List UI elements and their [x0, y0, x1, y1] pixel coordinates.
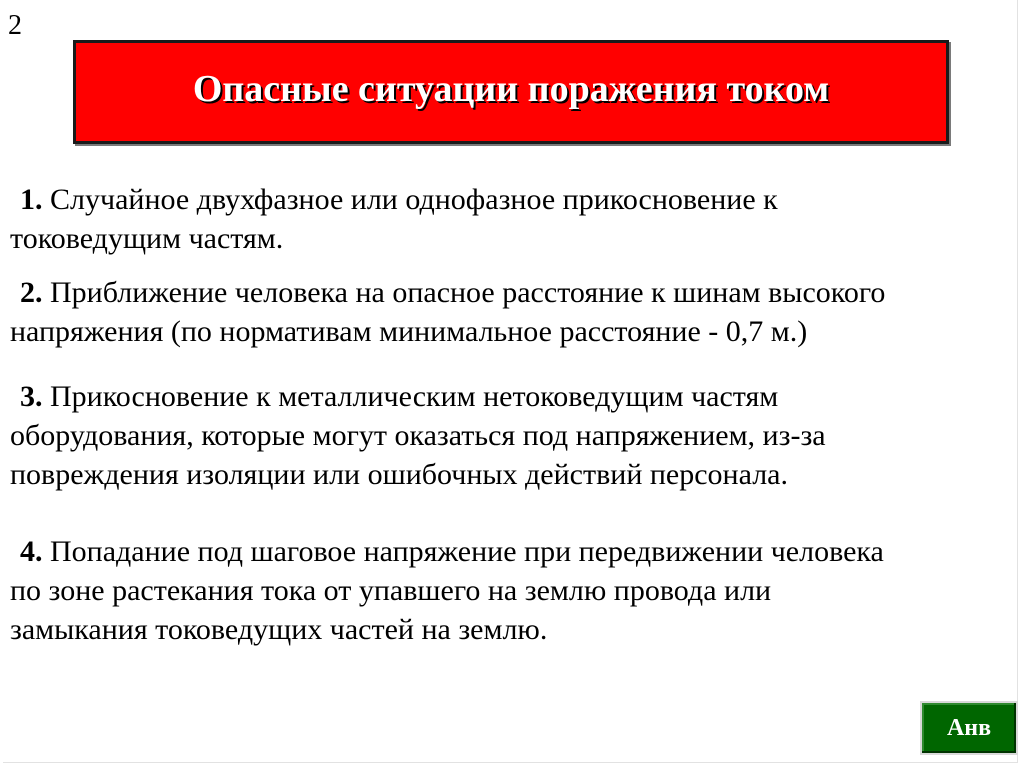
list-item-3	[10, 377, 1010, 494]
list-item-number: 2.	[20, 276, 43, 309]
list-item-2	[10, 273, 1010, 351]
list-item-line	[10, 180, 1010, 219]
slide-number: 2	[8, 10, 22, 41]
list-item-text: Попадание под шаговое напряжение при передвижении человека	[42, 535, 884, 568]
list-item-line	[10, 273, 1010, 312]
list-item-text: Приближение человека на опасное расстояние к шинам высокого	[42, 276, 886, 309]
list-item-number: 4.	[20, 535, 43, 568]
list-item-number: 1.	[20, 183, 43, 216]
nav-button-label: Анв	[946, 714, 992, 741]
title-banner	[73, 40, 949, 144]
list-item-line: токоведущим частям.	[10, 222, 284, 255]
list-item-line: по зоне растекания тока от упавшего на землю провода или	[10, 574, 772, 607]
nav-button[interactable]	[920, 701, 1018, 755]
list-item-line: напряжения (по нормативам минимальное расстояние - 0,7 м.)	[10, 315, 808, 348]
list-item-4	[10, 532, 1010, 649]
list-item-text: Случайное двухфазное или однофазное прикосновение к	[42, 183, 778, 216]
list-item-text: Прикосновение к металлическим нетоковедущим частям	[42, 380, 779, 413]
list-item-line: повреждения изоляции или ошибочных действий персонала.	[10, 458, 788, 491]
list-item-line: оборудования, которые могут оказаться под напряжением, из-за	[10, 419, 826, 452]
list-item-1	[10, 180, 1010, 258]
list-item-line	[10, 377, 1010, 416]
page-title: Опасные ситуации поражения током	[192, 68, 830, 110]
list-item-line	[10, 532, 1010, 571]
list-item-number: 3.	[20, 380, 43, 413]
list-item-line: замыкания токоведущих частей на землю.	[10, 613, 548, 646]
